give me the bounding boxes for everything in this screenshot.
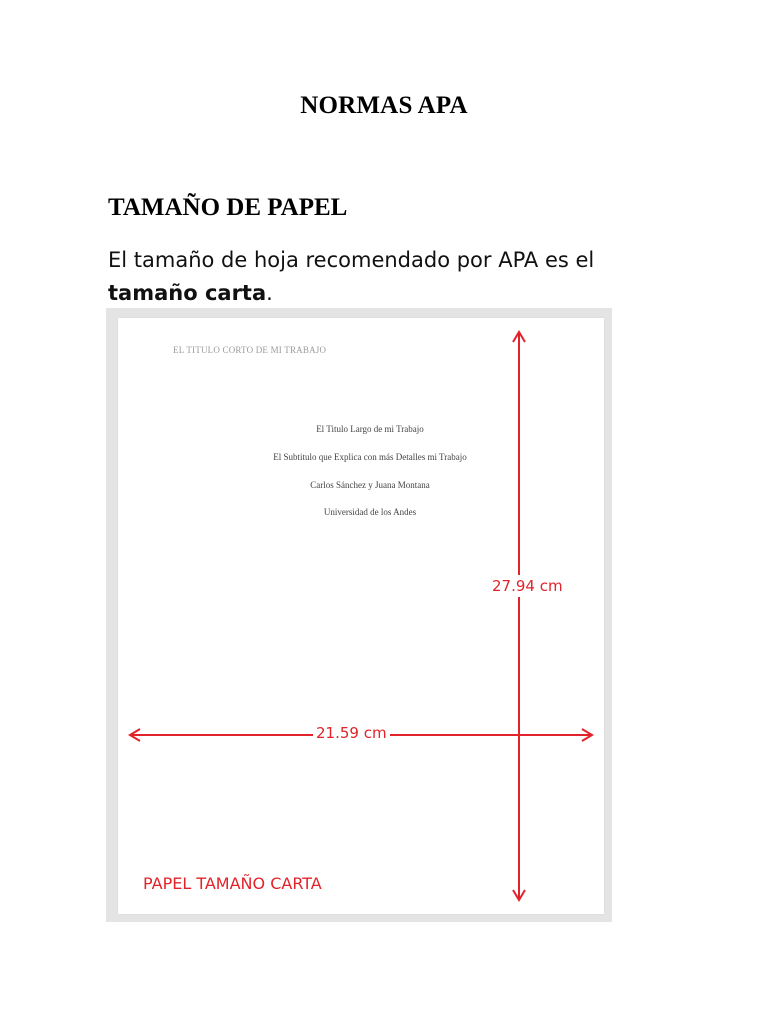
cover-institution: Universidad de los Andes	[323, 507, 417, 517]
paragraph-text: El tamaño de hoja recomendado por APA es el	[108, 248, 595, 272]
document-title: NORMAS APA	[300, 92, 468, 119]
paragraph-text-end: .	[266, 281, 273, 305]
height-label: 27.94 cm	[489, 575, 566, 597]
cover-subtitle: El Subtitulo que Explica con más Detalles mi Trabajo	[273, 452, 467, 462]
cover-authors: Carlos Sánchez y Juana Montana	[310, 480, 430, 490]
figure-caption: PAPEL TAMAÑO CARTA	[143, 874, 322, 893]
width-label: 21.59 cm	[313, 724, 390, 742]
section-heading: TAMAÑO DE PAPEL	[108, 194, 348, 221]
running-head: EL TITULO CORTO DE MI TRABAJO	[173, 345, 327, 355]
cover-title: El Titulo Largo de mi Trabajo	[316, 424, 424, 434]
paragraph-bold-text: tamaño carta	[108, 281, 267, 305]
